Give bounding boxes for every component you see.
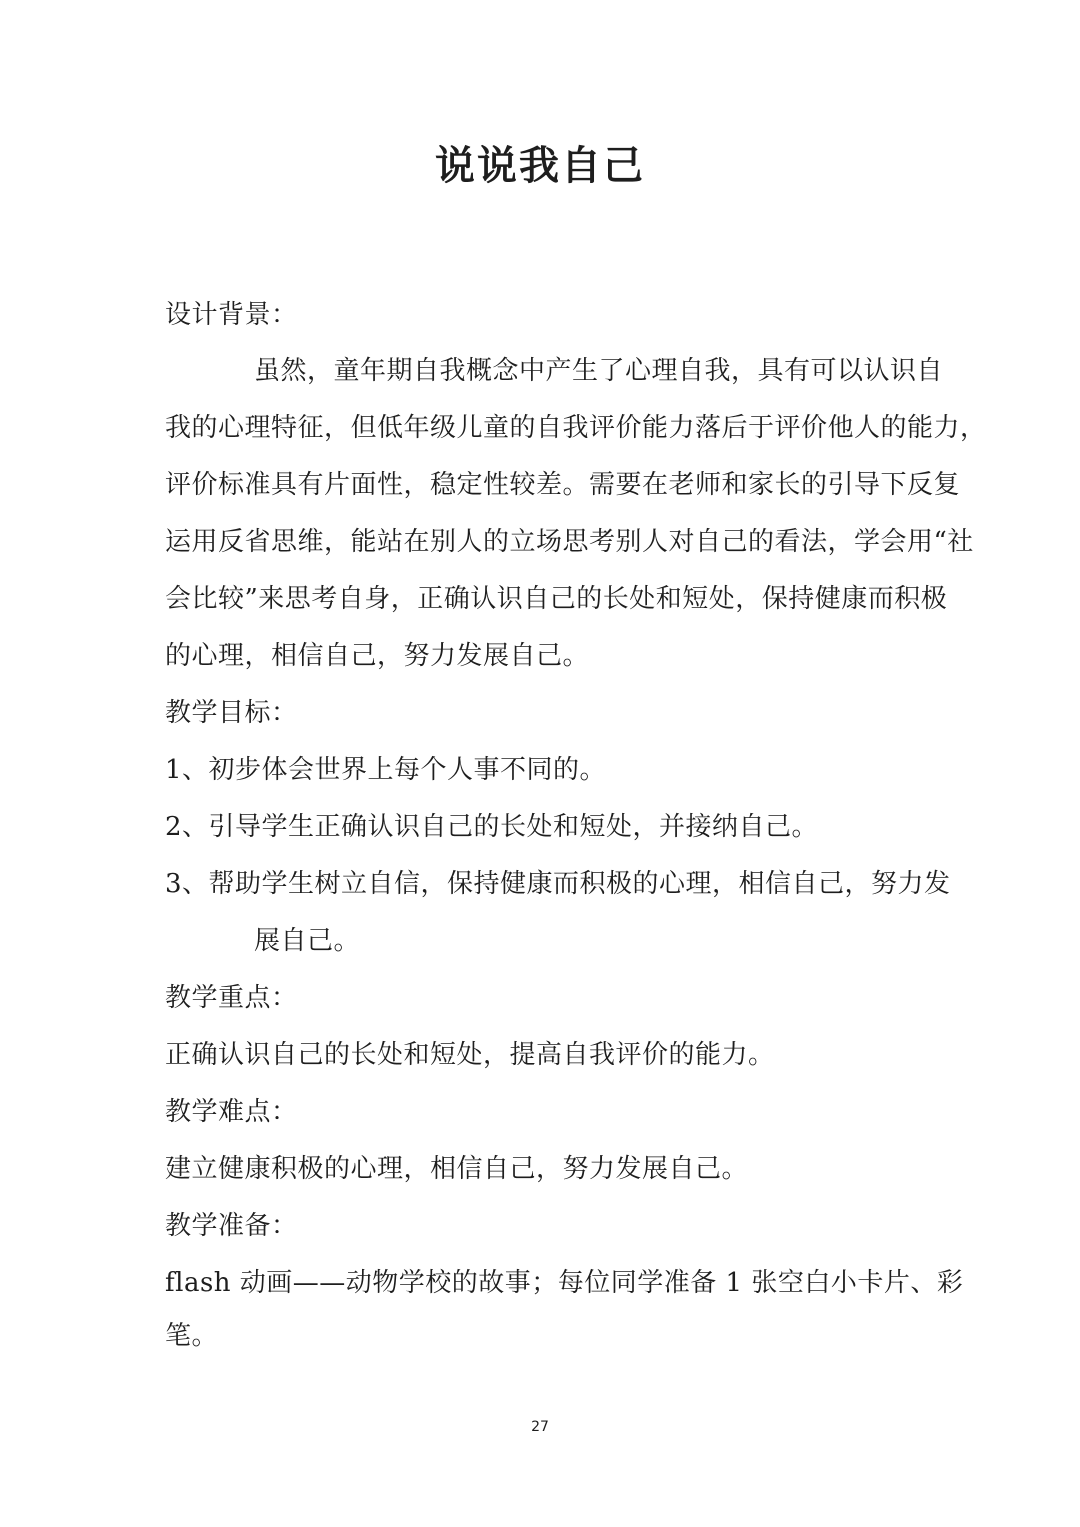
list-item: 2、引导学生正确认识自己的长处和短处，并接纳自己。 (165, 812, 819, 842)
paragraph-line: 建立健康积极的心理，相信自己，努力发展自己。 (165, 1154, 749, 1184)
list-item: 1、初步体会世界上每个人事不同的。 (165, 755, 607, 785)
section-heading-difficulties: 教学难点： (165, 1097, 298, 1127)
list-item: 3、帮助学生树立自信，保持健康而积极的心理，相信自己，努力发 (165, 869, 951, 899)
paragraph-line: 笔。 (165, 1321, 219, 1351)
paragraph-line: 会比较”来思考自身，正确认识自己的长处和短处，保持健康而积极 (165, 584, 948, 614)
section-heading-preparation: 教学准备： (165, 1211, 298, 1241)
section-heading-background: 设计背景： (165, 300, 298, 330)
paragraph-line: 的心理，相信自己，努力发展自己。 (165, 641, 590, 671)
paragraph-line: 虽然，童年期自我概念中产生了心理自我，具有可以认识自 (254, 356, 944, 386)
paragraph-line: 正确认识自己的长处和短处，提高自我评价的能力。 (165, 1040, 775, 1070)
document-title: 说说我自己 (435, 143, 645, 189)
list-item-continuation: 展自己。 (254, 926, 361, 956)
section-heading-key-points: 教学重点： (165, 983, 298, 1013)
page-number: 27 (531, 1419, 549, 1435)
paragraph-line: 我的心理特征，但低年级儿童的自我评价能力落后于评价他人的能力， (165, 413, 987, 443)
paragraph-line: 运用反省思维，能站在别人的立场思考别人对自己的看法，学会用“社 (165, 527, 974, 557)
paragraph-line: 评价标准具有片面性，稳定性较差。需要在老师和家长的引导下反复 (165, 470, 961, 500)
paragraph-line: flash 动画——动物学校的故事；每位同学准备 1 张空白小卡片、彩 (165, 1268, 964, 1298)
section-heading-goals: 教学目标： (165, 698, 298, 728)
